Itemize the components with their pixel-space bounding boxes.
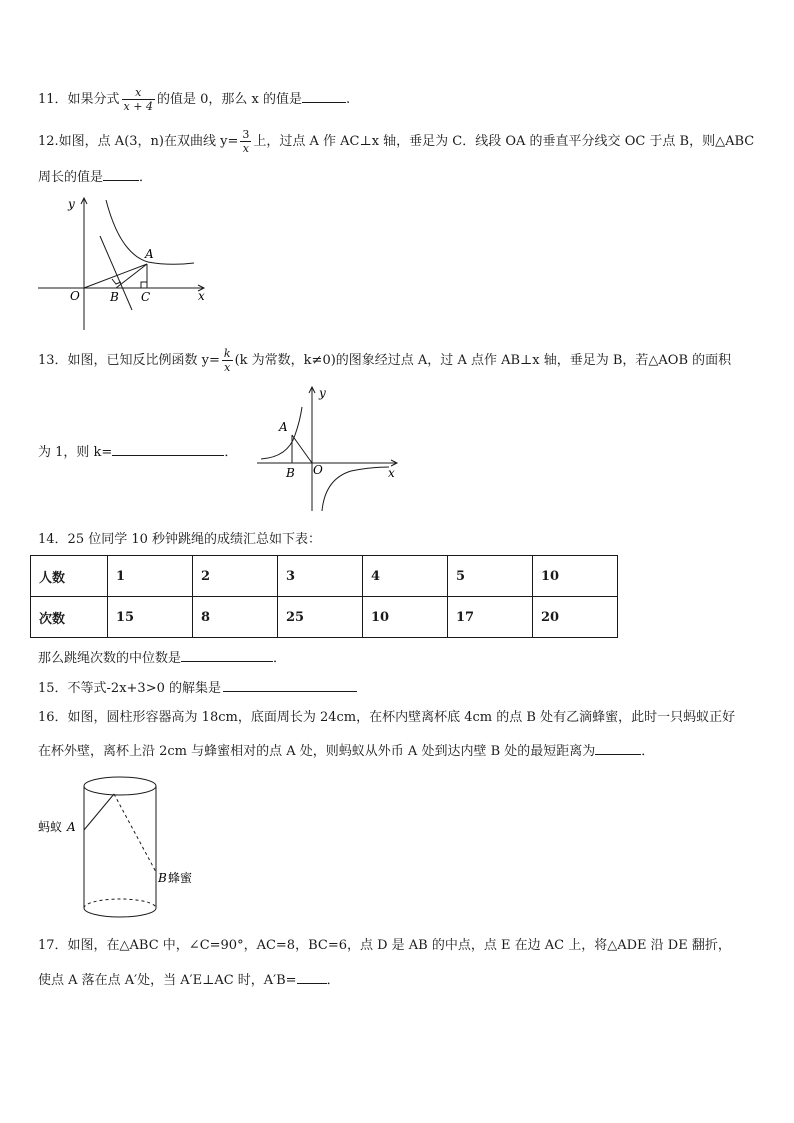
table-cell: 25 xyxy=(278,597,363,638)
table-cell: 5 xyxy=(448,556,533,597)
q13-label-A: A xyxy=(279,420,288,434)
q13-end: ． xyxy=(224,445,238,460)
q14-end: ． xyxy=(273,651,287,666)
table-cell: 20 xyxy=(533,597,618,638)
q12-end: ． xyxy=(139,170,153,185)
q11-prefix: 11．如果分式 xyxy=(38,92,120,107)
q12-segment-OA xyxy=(84,264,147,288)
question-12 xyxy=(38,128,754,155)
q13-suffix: (k 为常数，k≠0)的图象经过点 A，过 A 点作 AB⊥x 轴，垂足为 B，若△AOB 的面积 xyxy=(234,353,732,368)
q16-path-inner xyxy=(114,794,156,872)
q13-frac-num: k xyxy=(223,347,231,360)
table-row xyxy=(31,556,618,597)
table-cell: 10 xyxy=(363,597,448,638)
q16-label-B: B xyxy=(158,871,167,885)
q17-line1: 17．如图，在△ABC 中，∠C=90°，AC=8，BC=6，点 D 是 AB 的中点，点 E 在边 AC 上，将△ADE 沿 DE 翻折， xyxy=(38,938,731,953)
q11-frac-den: x + 4 xyxy=(123,100,153,113)
q12-line2: 周长的值是 xyxy=(38,170,104,185)
q16-label-A: A xyxy=(67,820,76,834)
q17-line2: 使点 A 落在点 A′处，当 A′E⊥AC 时，A′B= xyxy=(38,973,297,988)
q12-figure xyxy=(34,194,224,334)
q12-answer-blank[interactable] xyxy=(103,167,139,181)
table-cell: 2 xyxy=(193,556,278,597)
q11-end: . xyxy=(345,92,351,107)
question-13-line2 xyxy=(38,442,237,462)
table-cell: 15 xyxy=(108,597,193,638)
table-cell: 3 xyxy=(278,556,363,597)
question-14 xyxy=(38,531,321,549)
table-cell: 1 xyxy=(108,556,193,597)
q16-cylinder-bottom-back xyxy=(84,899,156,908)
q13-prefix: 13．如图，已知反比例函数 y= xyxy=(38,353,220,368)
q13-label-x: x xyxy=(388,466,395,480)
q14-answer-blank[interactable] xyxy=(181,648,273,662)
q15-answer-blank[interactable] xyxy=(223,678,357,692)
q11-fraction xyxy=(122,86,155,113)
question-17-line2 xyxy=(38,970,340,990)
q12-label-O: O xyxy=(70,289,80,303)
question-16-line2 xyxy=(38,741,654,761)
q16-cylinder-top xyxy=(84,777,156,795)
q12-fraction xyxy=(240,128,251,155)
q13-frac-den: x xyxy=(224,361,231,374)
question-13 xyxy=(38,347,731,374)
q12-label-C: C xyxy=(141,290,151,304)
q13-label-O: O xyxy=(313,463,323,477)
table-cell: 4 xyxy=(363,556,448,597)
table-cell: 人数 xyxy=(31,556,108,597)
q13-branch-right xyxy=(322,467,389,511)
table-cell: 次数 xyxy=(31,597,108,638)
q16-line1: 16．如图，圆柱形容器高为 18cm，底面周长为 24cm，在杯内壁离杯底 4cm 的点 B 处有乙滴蜂蜜，此时一只蚂蚁正好 xyxy=(38,710,736,725)
q12-frac-den: x xyxy=(242,142,249,155)
question-17 xyxy=(38,937,731,955)
q17-answer-blank[interactable] xyxy=(297,970,327,984)
q12-right-angle-C xyxy=(141,282,147,288)
q11-frac-num: x xyxy=(122,86,155,100)
table-cell: 17 xyxy=(448,597,533,638)
q12-label-x: x xyxy=(198,289,205,303)
table-cell: 10 xyxy=(533,556,618,597)
q13-answer-blank[interactable] xyxy=(112,442,224,456)
q13-label-B: B xyxy=(286,466,295,480)
q16-line2: 在杯外壁，离杯上沿 2cm 与蜂蜜相对的点 A 处，则蚂蚁从外币 A 处到达内壁 B 处的最短距离为 xyxy=(38,744,596,759)
table-cell: 8 xyxy=(193,597,278,638)
q16-label-honey: 蜂蜜 xyxy=(168,871,193,885)
q12-suffix: 上，过点 A 作 AC⊥x 轴，垂足为 C．线段 OA 的垂直平分线交 OC 于点 B，则△ABC xyxy=(253,134,755,149)
q14-after: 那么跳绳次数的中位数是 xyxy=(38,651,182,666)
q13-label-y: y xyxy=(319,386,326,400)
q12-prefix: 12.如图，点 A(3，n)在双曲线 y= xyxy=(38,134,239,149)
q12-label-A: A xyxy=(145,247,154,261)
q12-label-B: B xyxy=(110,290,119,304)
q16-path-outer xyxy=(84,794,114,830)
q13-fraction xyxy=(222,347,233,374)
table-row xyxy=(31,597,618,638)
q14-text: 14．25 位同学 10 秒钟跳绳的成绩汇总如下表： xyxy=(38,532,322,547)
q17-end: ． xyxy=(326,973,340,988)
q13-segment-AO xyxy=(292,435,312,463)
q12-frac-num: 3 xyxy=(242,128,250,141)
q16-figure xyxy=(36,770,236,930)
q14-table xyxy=(30,555,618,638)
q16-answer-blank[interactable] xyxy=(595,741,641,755)
q16-label-ant: 蚂蚁 xyxy=(38,820,63,834)
q15-text: 15．不等式-2x+3>0 的解集是 xyxy=(38,681,221,696)
q16-end: ． xyxy=(641,744,655,759)
question-11 xyxy=(38,86,350,113)
q13-line2: 为 1，则 k= xyxy=(38,445,113,460)
question-16 xyxy=(38,709,735,727)
q11-answer-blank[interactable] xyxy=(302,89,346,103)
q11-suffix: 的值是 0，那么 x 的值是 xyxy=(156,92,302,107)
question-12-line2 xyxy=(38,167,152,187)
q12-label-y: y xyxy=(68,197,75,211)
q16-cylinder-bottom-front xyxy=(84,908,156,917)
q13-figure xyxy=(255,383,405,515)
question-15 xyxy=(38,678,357,698)
question-14-after xyxy=(38,648,286,668)
